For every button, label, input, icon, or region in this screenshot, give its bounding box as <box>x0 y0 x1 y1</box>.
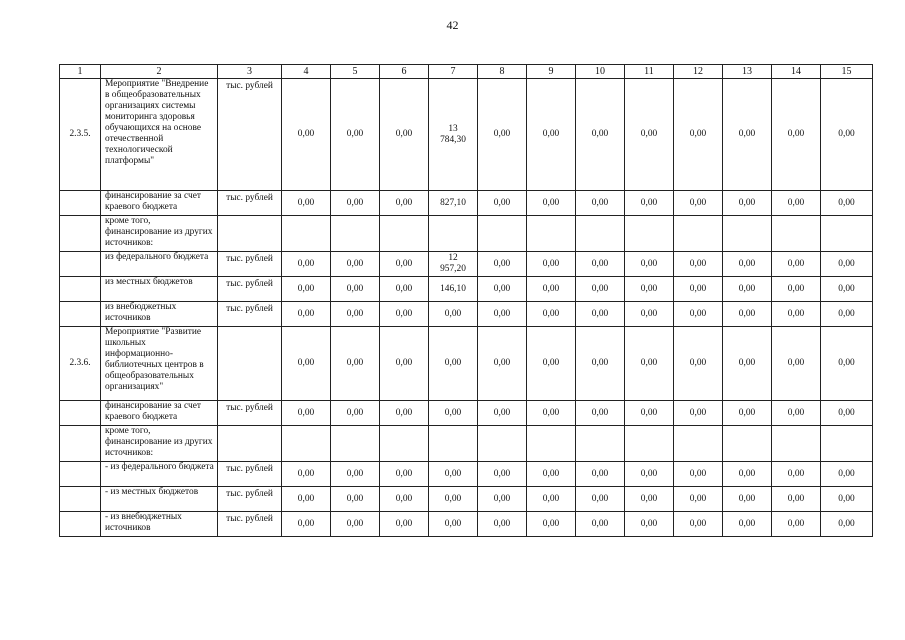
value-cell <box>527 426 576 462</box>
value-cell: 0,00 <box>331 327 380 401</box>
value-cell: 0,00 <box>576 79 625 191</box>
value-cell: 0,00 <box>674 277 723 302</box>
item-name: кроме того, финансирование из других источников: <box>101 216 218 252</box>
value-cell: 0,00 <box>625 302 674 327</box>
value-cell <box>772 216 821 252</box>
value-cell: 0,00 <box>674 487 723 512</box>
item-name: Мероприятие "Развитие школьных информационно-библиотечных центров в общеобразовательных организациях" <box>101 327 218 401</box>
value-cell: 0,00 <box>723 302 772 327</box>
unit-cell: тыс. рублей <box>218 277 282 302</box>
table-row <box>60 512 873 537</box>
value-cell: 0,00 <box>625 327 674 401</box>
value-cell: 0,00 <box>380 252 429 277</box>
value-cell: 0,00 <box>527 252 576 277</box>
value-cell: 0,00 <box>576 277 625 302</box>
value-cell: 0,00 <box>527 401 576 426</box>
value-cell <box>723 426 772 462</box>
value-cell: 0,00 <box>723 401 772 426</box>
value-cell <box>821 426 873 462</box>
value-cell: 0,00 <box>527 277 576 302</box>
item-name: - из внебюджетных источников <box>101 512 218 537</box>
value-cell: 0,00 <box>380 487 429 512</box>
value-cell: 0,00 <box>723 462 772 487</box>
value-cell <box>331 426 380 462</box>
value-cell: 0,00 <box>478 487 527 512</box>
item-number <box>60 252 101 277</box>
value-cell: 0,00 <box>331 512 380 537</box>
value-cell <box>625 216 674 252</box>
unit-cell: тыс. рублей <box>218 79 282 191</box>
unit-cell: тыс. рублей <box>218 401 282 426</box>
item-number <box>60 462 101 487</box>
item-name: - из федерального бюджета <box>101 462 218 487</box>
table-row <box>60 216 873 252</box>
value-cell: 0,00 <box>625 191 674 216</box>
column-header: 11 <box>625 65 674 79</box>
value-cell: 0,00 <box>478 462 527 487</box>
value-cell: 0,00 <box>576 487 625 512</box>
value-cell: 0,00 <box>821 79 873 191</box>
table-row <box>60 426 873 462</box>
value-cell: 0,00 <box>282 401 331 426</box>
item-name: из федерального бюджета <box>101 252 218 277</box>
value-cell: 146,10 <box>429 277 478 302</box>
table-row <box>60 462 873 487</box>
value-cell: 827,10 <box>429 191 478 216</box>
value-cell: 0,00 <box>282 79 331 191</box>
value-cell: 0,00 <box>380 401 429 426</box>
table-row <box>60 327 873 401</box>
value-cell: 0,00 <box>380 277 429 302</box>
value-cell: 0,00 <box>429 327 478 401</box>
value-cell: 0,00 <box>478 277 527 302</box>
value-cell: 0,00 <box>821 401 873 426</box>
value-cell <box>478 216 527 252</box>
value-cell: 0,00 <box>380 79 429 191</box>
value-cell: 0,00 <box>576 462 625 487</box>
value-cell: 0,00 <box>723 79 772 191</box>
table-body <box>60 79 873 537</box>
value-cell: 0,00 <box>674 401 723 426</box>
value-cell <box>821 216 873 252</box>
item-number <box>60 512 101 537</box>
value-cell: 0,00 <box>625 79 674 191</box>
item-number <box>60 302 101 327</box>
value-cell: 0,00 <box>772 302 821 327</box>
value-cell: 0,00 <box>527 79 576 191</box>
value-cell: 0,00 <box>674 191 723 216</box>
table-row <box>60 302 873 327</box>
value-cell: 0,00 <box>674 327 723 401</box>
value-cell: 0,00 <box>674 79 723 191</box>
value-cell: 0,00 <box>821 302 873 327</box>
item-name: финансирование за счет краевого бюджета <box>101 191 218 216</box>
value-cell: 0,00 <box>478 512 527 537</box>
value-cell: 0,00 <box>331 302 380 327</box>
value-cell: 0,00 <box>527 462 576 487</box>
unit-cell <box>218 426 282 462</box>
value-cell: 0,00 <box>478 191 527 216</box>
value-cell: 0,00 <box>429 302 478 327</box>
value-cell: 0,00 <box>625 487 674 512</box>
value-cell: 0,00 <box>576 191 625 216</box>
item-name: финансирование за счет краевого бюджета <box>101 401 218 426</box>
value-cell: 0,00 <box>282 512 331 537</box>
item-name: Мероприятие "Внедрение в общеобразовательных организациях системы мониторинга здоровья обучающихся на основе отечественной технологической платформы" <box>101 79 218 191</box>
value-cell: 0,00 <box>674 462 723 487</box>
value-cell: 0,00 <box>674 252 723 277</box>
item-number <box>60 401 101 426</box>
table-row <box>60 487 873 512</box>
value-cell: 0,00 <box>282 252 331 277</box>
value-cell: 0,00 <box>282 462 331 487</box>
item-number: 2.3.6. <box>60 327 101 401</box>
value-cell: 0,00 <box>331 462 380 487</box>
value-cell: 0,00 <box>380 327 429 401</box>
value-cell: 0,00 <box>625 462 674 487</box>
table-row <box>60 277 873 302</box>
value-cell: 0,00 <box>576 302 625 327</box>
value-cell: 0,00 <box>282 487 331 512</box>
column-header: 1 <box>60 65 101 79</box>
item-name: из местных бюджетов <box>101 277 218 302</box>
item-number <box>60 426 101 462</box>
value-cell: 0,00 <box>478 252 527 277</box>
value-cell: 13 784,30 <box>429 79 478 191</box>
item-number <box>60 191 101 216</box>
value-cell: 12 957,20 <box>429 252 478 277</box>
value-cell: 0,00 <box>282 191 331 216</box>
value-cell: 0,00 <box>625 401 674 426</box>
value-cell: 0,00 <box>625 252 674 277</box>
value-cell: 0,00 <box>723 487 772 512</box>
column-header: 15 <box>821 65 873 79</box>
value-cell: 0,00 <box>625 512 674 537</box>
value-cell: 0,00 <box>674 512 723 537</box>
value-cell: 0,00 <box>821 462 873 487</box>
item-number: 2.3.5. <box>60 79 101 191</box>
value-cell: 0,00 <box>527 487 576 512</box>
item-name: - из местных бюджетов <box>101 487 218 512</box>
value-cell: 0,00 <box>674 302 723 327</box>
value-cell: 0,00 <box>821 191 873 216</box>
unit-cell: тыс. рублей <box>218 191 282 216</box>
table-row <box>60 252 873 277</box>
column-header: 12 <box>674 65 723 79</box>
value-cell: 0,00 <box>527 512 576 537</box>
value-cell <box>527 216 576 252</box>
value-cell: 0,00 <box>772 487 821 512</box>
value-cell: 0,00 <box>772 327 821 401</box>
table-row <box>60 401 873 426</box>
value-cell <box>282 216 331 252</box>
value-cell <box>429 216 478 252</box>
page-number: 42 <box>446 18 459 32</box>
value-cell <box>331 216 380 252</box>
value-cell: 0,00 <box>478 327 527 401</box>
column-header: 14 <box>772 65 821 79</box>
value-cell: 0,00 <box>723 327 772 401</box>
value-cell: 0,00 <box>821 512 873 537</box>
value-cell: 0,00 <box>723 277 772 302</box>
value-cell: 0,00 <box>772 277 821 302</box>
value-cell <box>576 426 625 462</box>
value-cell: 0,00 <box>821 252 873 277</box>
table-row <box>60 191 873 216</box>
value-cell: 0,00 <box>282 327 331 401</box>
unit-cell: тыс. рублей <box>218 302 282 327</box>
value-cell: 0,00 <box>576 512 625 537</box>
value-cell <box>723 216 772 252</box>
unit-cell: тыс. рублей <box>218 487 282 512</box>
value-cell: 0,00 <box>772 191 821 216</box>
item-number <box>60 216 101 252</box>
value-cell: 0,00 <box>821 277 873 302</box>
value-cell: 0,00 <box>527 327 576 401</box>
value-cell: 0,00 <box>723 512 772 537</box>
value-cell: 0,00 <box>429 487 478 512</box>
value-cell <box>674 426 723 462</box>
value-cell: 0,00 <box>331 401 380 426</box>
value-cell: 0,00 <box>331 191 380 216</box>
table-row <box>60 79 873 191</box>
value-cell: 0,00 <box>527 302 576 327</box>
value-cell: 0,00 <box>723 191 772 216</box>
value-cell: 0,00 <box>331 277 380 302</box>
column-header: 9 <box>527 65 576 79</box>
value-cell: 0,00 <box>331 79 380 191</box>
item-name: кроме того, финансирование из других источников: <box>101 426 218 462</box>
value-cell <box>282 426 331 462</box>
value-cell: 0,00 <box>772 512 821 537</box>
value-cell: 0,00 <box>576 327 625 401</box>
unit-cell <box>218 327 282 401</box>
value-cell: 0,00 <box>380 302 429 327</box>
item-number <box>60 277 101 302</box>
value-cell: 0,00 <box>380 512 429 537</box>
value-cell: 0,00 <box>429 401 478 426</box>
value-cell: 0,00 <box>282 302 331 327</box>
value-cell: 0,00 <box>576 401 625 426</box>
column-header: 13 <box>723 65 772 79</box>
unit-cell: тыс. рублей <box>218 462 282 487</box>
column-header: 2 <box>101 65 218 79</box>
value-cell: 0,00 <box>478 79 527 191</box>
value-cell: 0,00 <box>478 302 527 327</box>
value-cell: 0,00 <box>331 487 380 512</box>
value-cell <box>772 426 821 462</box>
value-cell <box>380 216 429 252</box>
column-number-row <box>60 65 873 79</box>
value-cell: 0,00 <box>772 401 821 426</box>
value-cell: 0,00 <box>527 191 576 216</box>
column-header: 4 <box>282 65 331 79</box>
financing-table <box>59 64 873 537</box>
value-cell <box>478 426 527 462</box>
unit-cell: тыс. рублей <box>218 512 282 537</box>
column-header: 8 <box>478 65 527 79</box>
column-header: 5 <box>331 65 380 79</box>
value-cell <box>625 426 674 462</box>
item-number <box>60 487 101 512</box>
column-header: 6 <box>380 65 429 79</box>
value-cell: 0,00 <box>772 462 821 487</box>
value-cell: 0,00 <box>429 462 478 487</box>
column-header: 3 <box>218 65 282 79</box>
value-cell <box>576 216 625 252</box>
value-cell <box>429 426 478 462</box>
value-cell: 0,00 <box>429 512 478 537</box>
column-header: 7 <box>429 65 478 79</box>
value-cell <box>380 426 429 462</box>
item-name: из внебюджетных источников <box>101 302 218 327</box>
value-cell: 0,00 <box>380 191 429 216</box>
value-cell: 0,00 <box>282 277 331 302</box>
value-cell: 0,00 <box>772 79 821 191</box>
value-cell: 0,00 <box>821 487 873 512</box>
value-cell: 0,00 <box>821 327 873 401</box>
value-cell: 0,00 <box>772 252 821 277</box>
column-header: 10 <box>576 65 625 79</box>
value-cell: 0,00 <box>478 401 527 426</box>
unit-cell <box>218 216 282 252</box>
value-cell: 0,00 <box>723 252 772 277</box>
value-cell: 0,00 <box>625 277 674 302</box>
value-cell <box>674 216 723 252</box>
unit-cell: тыс. рублей <box>218 252 282 277</box>
value-cell: 0,00 <box>576 252 625 277</box>
value-cell: 0,00 <box>380 462 429 487</box>
value-cell: 0,00 <box>331 252 380 277</box>
